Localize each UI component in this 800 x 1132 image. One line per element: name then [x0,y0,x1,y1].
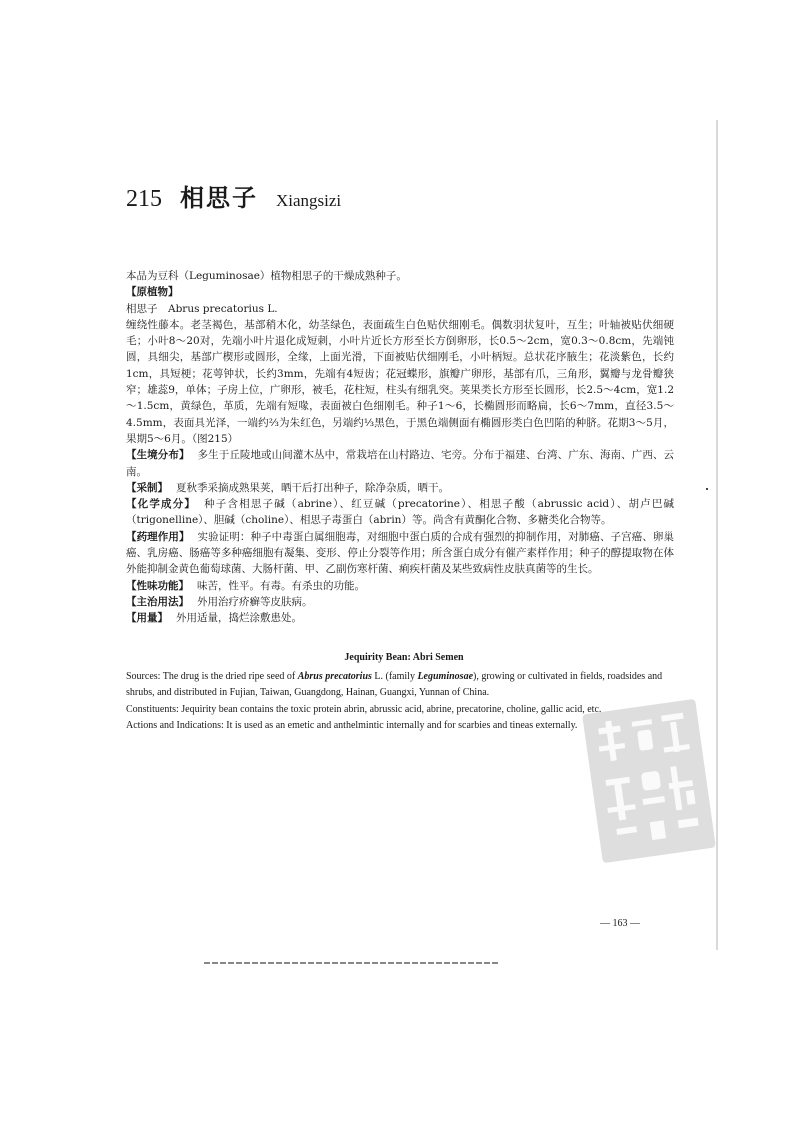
chemistry-label: 【化学成分】 [126,498,197,511]
plant-label: 【原植物】 [126,286,179,299]
habitat-label: 【生境分布】 [126,449,190,462]
pharmacology-label: 【药理作用】 [126,530,190,543]
harvest-section [126,480,674,496]
habitat-section [126,447,674,480]
entry-heading [126,178,341,213]
harvest-label: 【采制】 [126,481,168,494]
english-actions: Actions and Indications: It is used as an emetic and anthelmintic internally and for scarbies and tineas externally. [126,720,578,731]
pharmacology-text: 实验证明：种子中毒蛋白属细胞毒，对细胞中蛋白质的合成有强烈的抑制作用，对肺癌、子宫癌、卵巢癌、乳房癌、肠癌等多种癌细胞有凝集、变形、停止分裂等作用；所含蛋白成分有催产素样作用；种子的醇提取物在体外能抑制金黄色葡萄球菌、大肠杆菌、甲、乙副伤寒杆菌、痢疾杆菌及某些致病性皮肤真菌等的生长。 [126,530,675,576]
property-text: 味苦，性平。有毒。有杀虫的功能。 [197,579,365,592]
usage-section [126,594,674,610]
library-seal-stamp [582,699,716,863]
english-sources [126,669,682,702]
usage-text: 外用治疗疥癣等皮肤病。 [197,595,313,608]
scan-speck [706,488,708,490]
entry-number: 215 [126,186,162,212]
entry-name-chinese: 相思子 [180,184,258,212]
property-label: 【性味功能】 [126,579,189,592]
pharmacology-section [126,529,674,578]
chemistry-section [126,496,674,529]
usage-label: 【主治用法】 [126,595,189,608]
page-spine-shadow [716,120,718,950]
english-constituents: Constituents: Jequirity bean contains the toxic protein abrin, abrussic acid, abrine, precatorine, choline, gallic acid, etc. [126,703,602,715]
harvest-text: 夏秋季采摘成熟果荚，晒干后打出种子，除净杂质，晒干。 [176,481,449,494]
dosage-text: 外用适量，捣烂涂敷患处。 [176,612,302,625]
entry-name-pinyin: Xiangsizi [276,191,342,210]
dosage-label: 【用量】 [126,612,168,625]
plant-latin-name: 相思子 Abrus precatorius L. [126,302,278,315]
bottom-scan-rule [204,962,500,964]
sources-mid: L. (family [371,670,418,682]
seal-glyphs [582,699,716,863]
property-section [126,578,674,594]
english-title: Jequirity Bean: Abri Semen [344,652,464,663]
chemistry-text: 种子含相思子碱（abrine）、红豆碱（precatorine）、相思子酸（abrussic acid）、胡卢巴碱（trigonelline）、胆碱（choline）、相思子毒蛋白（abrin）等。尚含有黄酮化合物、多糖类化合物等。 [126,498,675,527]
sources-family: Leguminosae [417,670,474,682]
page-number: — 163 — [600,918,640,929]
intro-text: 本品为豆科（Leguminosae）植物相思子的干燥成熟种子。 [126,270,407,282]
habitat-text: 多生于丘陵地或山间灌木丛中，常栽培在山村路边、宅旁。分布于福建、台湾、广东、海南、广西、云南。 [126,449,675,478]
plant-description: 缠绕性藤本。老茎褐色，基部稍木化，幼茎绿色，表面疏生白色贴伏细刚毛。偶数羽状复叶，互生；叶轴被贴伏细硬毛；小叶8～20对，先端小叶片退化成短刺，小叶片近长方形至长方倒卵形，长0.5～2cm，宽0.3～0.8cm，先端钝圆，具细尖，基部广楔形或圆形，全缘，上面光滑，下面被贴伏细刚毛，小叶柄短。总状花序腋生；花淡紫色，长约1cm，具短梗；花萼钟状，长约3mm，先端有4短齿；花冠蝶形，旗瓣广卵形，基部有爪，三角形，翼瓣与龙骨瓣狭窄；雄蕊9，单体；子房上位，广卵形，被毛，花柱短，柱头有细乳突。荚果类长方形至长圆形，长2.5～4cm，宽1.2～1.5cm，黄绿色，革质，先端有短喙，表面被白色细刚毛。种子1～6，长椭圆形而略扁，长6～7mm，直径3.5～4.5mm，表面具光泽，一端约⅔为朱红色，另端约⅓黑色，于黑色端侧面有椭圆形类白色凹陷的种脐。花期3～5月，果期5～6月。（图215） [126,318,674,445]
dosage-section [126,610,674,626]
sources-latin: Abrus precatorius [297,670,372,682]
sources-prefix: Sources: The drug is the dried ripe seed of [126,670,298,682]
chinese-body [126,268,674,627]
sources-suffix: ), growing or cultivated in fields, roadsides and shrubs, and distributed in Fujian, Taiwan, Guangdong, Hainan, Guangxi, Yunnan of China. [126,670,663,698]
